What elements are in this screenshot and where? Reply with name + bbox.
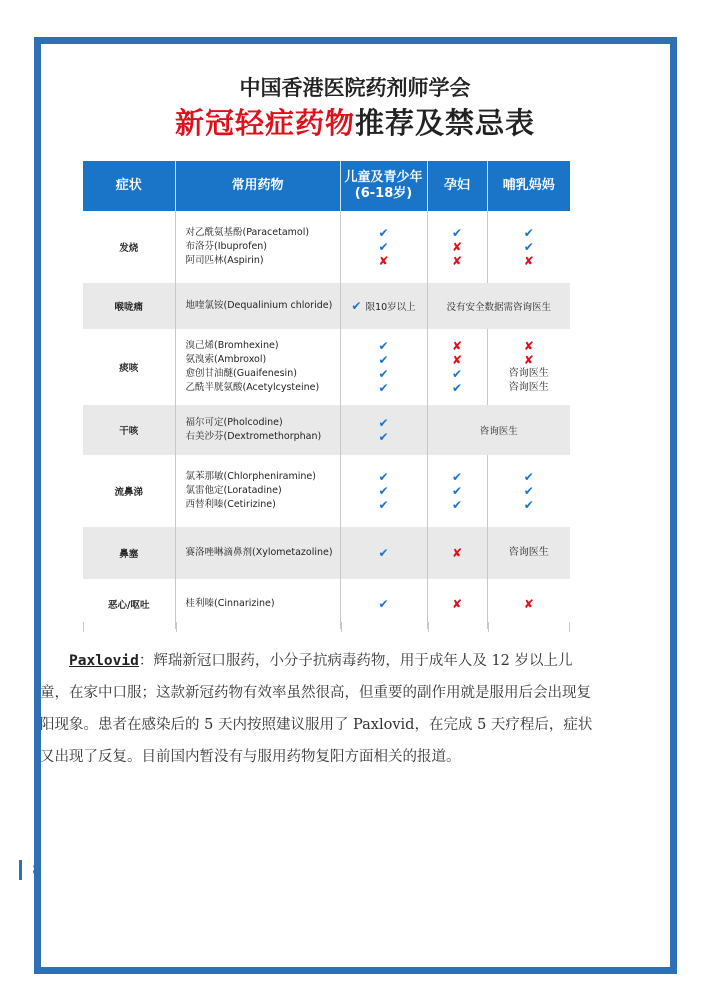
- table-header-cell: 常用药物: [175, 161, 340, 211]
- medicine-cell: 氯苯那敏(Chlorpheniramine) 氯雷他定(Loratadine) 西替利嗪(Cetirizine): [175, 455, 340, 527]
- children-note-cell: ✔ 限10岁以上: [340, 283, 427, 329]
- medicine-cell: 桂利嗪(Cinnarizine): [175, 579, 340, 629]
- nursing-cell: ✔ ✔ ✔: [523, 470, 534, 512]
- title-main-black: 推荐及禁忌表: [355, 106, 536, 140]
- medicine-cell: 福尔可定(Pholcodine) 右美沙芬(Dextromethorphan): [175, 405, 340, 455]
- paxlovid-paragraph: [40, 645, 600, 773]
- nursing-cell: ✘: [523, 597, 534, 611]
- title-main: [0, 101, 710, 142]
- medicine-cell: 溴己烯(Bromhexine) 氨溴索(Ambroxol) 愈创甘油醚(Guaifenesin) 乙酰半胱氨酸(Acetylcysteine): [175, 329, 340, 405]
- table-row: [83, 405, 570, 455]
- paragraph-keyword: Paxlovid: [69, 653, 139, 669]
- title-organization: 中国香港医院药剂师学会: [239, 76, 471, 100]
- nursing-cell: 咨询医生: [487, 527, 570, 579]
- merged-note-cell: 没有安全数据需咨询医生: [427, 283, 570, 329]
- children-cell: ✔: [340, 527, 427, 579]
- pregnant-cell: ✘: [427, 527, 487, 579]
- nursing-cell: ✘ ✘ 咨询医生 咨询医生: [508, 339, 549, 393]
- table-header-cell: 儿童及青少年 (6-18岁): [340, 161, 427, 211]
- nursing-cell: ✔ ✔ ✘: [523, 226, 534, 268]
- page-number: 8: [19, 860, 42, 880]
- children-cell: ✔ ✔ ✔: [340, 455, 427, 527]
- table-row: [83, 211, 570, 283]
- table-row: [83, 527, 570, 579]
- pregnant-cell: ✘: [427, 579, 487, 629]
- symptom-cell: 发烧: [83, 211, 175, 283]
- symptom-cell: 流鼻涕: [83, 455, 175, 527]
- merged-note-cell: 咨询医生: [427, 405, 570, 455]
- children-cell: ✔: [340, 579, 427, 629]
- medicine-cell: 赛洛唑啉滴鼻剂(Xylometazoline): [175, 527, 340, 579]
- symptom-cell: 喉咙痛: [83, 283, 175, 329]
- children-cell: ✔ ✔ ✔ ✔: [340, 329, 427, 405]
- children-cell: ✔ ✔: [340, 405, 427, 455]
- medicine-cell: 对乙酰氨基酚(Paracetamol) 布洛芬(Ibuprofen) 阿司匹林(Aspirin): [175, 211, 340, 283]
- table-row: [83, 283, 570, 329]
- pregnant-cell: ✘ ✘ ✔ ✔: [427, 329, 487, 405]
- symptom-cell: 痰咳: [83, 329, 175, 405]
- table-row: [83, 455, 570, 527]
- table-header-cell: 哺乳妈妈: [487, 161, 570, 211]
- drug-table: [83, 161, 570, 629]
- pregnant-cell: ✔ ✘ ✘: [427, 211, 487, 283]
- pregnant-cell: ✔ ✔ ✔: [427, 455, 487, 527]
- title-main-red: 新冠轻症药物: [174, 106, 355, 140]
- symptom-cell: 恶心/呕吐: [83, 579, 175, 629]
- table-row: [83, 329, 570, 405]
- children-cell: ✔ ✔ ✘: [340, 211, 427, 283]
- table-header-row: [83, 161, 570, 211]
- symptom-cell: 干咳: [83, 405, 175, 455]
- table-tail: [83, 622, 570, 632]
- paragraph-text: ：辉瑞新冠口服药，小分子抗病毒药物，用于成年人及 12 岁以上儿童，在家中口服；这款新冠药物有效率虽然很高，但重要的副作用就是服用后会出现复阳现象。患者在感染后的 5 天内按照建议服用了 Paxlovid，在完成 5 天疗程后，症状又出现了反复。目前国内暂没有与服用药物复阳方面相关的报道。: [40, 653, 593, 765]
- table-body: [83, 211, 570, 629]
- medicine-cell: 地喹氯铵(Dequalinium chloride): [175, 283, 340, 329]
- table-header-cell: 症状: [83, 161, 175, 211]
- symptom-cell: 鼻塞: [83, 527, 175, 579]
- table-header-cell: 孕妇: [427, 161, 487, 211]
